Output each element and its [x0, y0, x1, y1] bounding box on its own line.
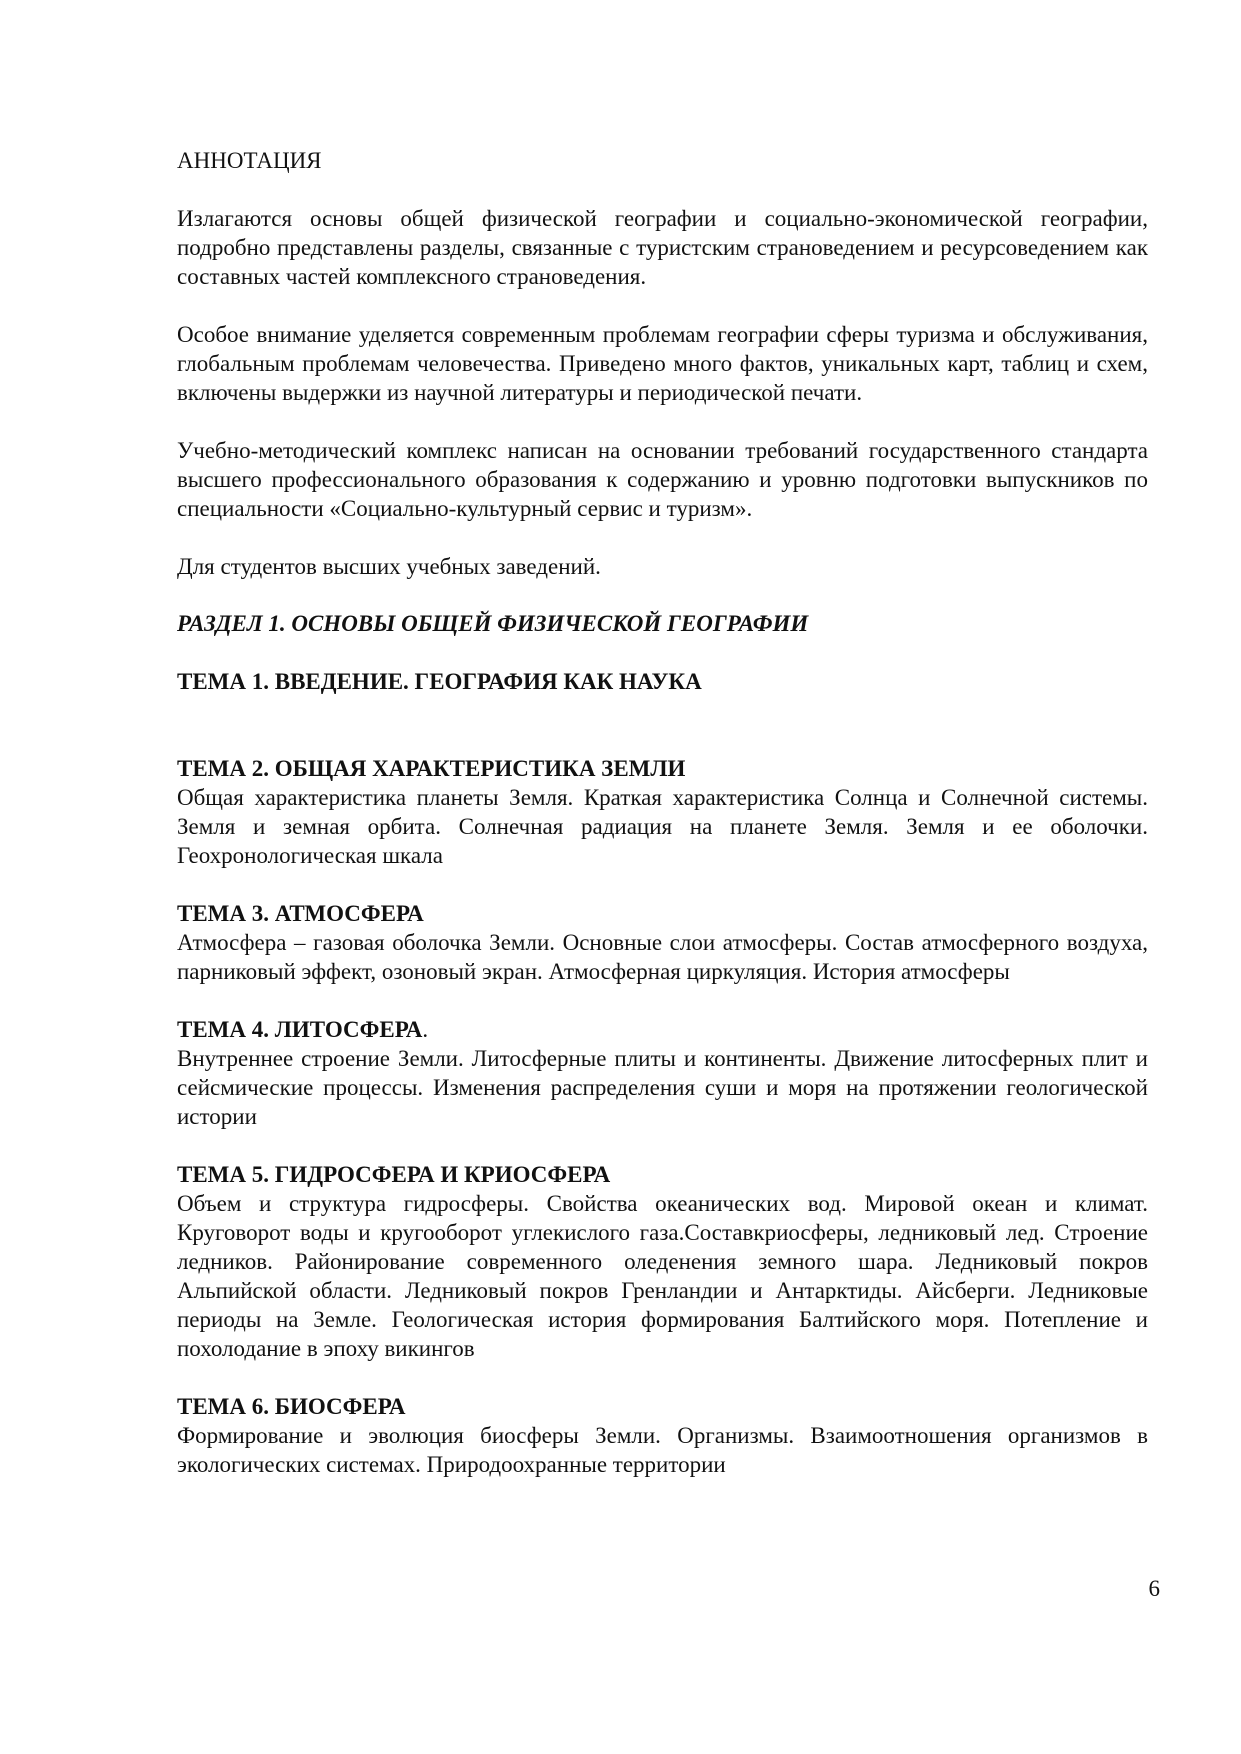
topic-body: Объем и структура гидросферы. Свойства океанических вод. Мировой океан и климат. Круговорот воды и кругооборот углекислого газа.Составкриосферы, ледниковый лед. Строение ледников. Районирование современного оледенения земного шара. Ледниковый покров Альпийской области. Ледниковый покров Гренландии и Антарктиды. Айсберги. Ледниковые периоды на Земле. Геологическая история формирования Балтийского моря. Потепление и похолодание в эпоху викингов [177, 1191, 1148, 1361]
topic-block [177, 1015, 1148, 1131]
topic-title [177, 1015, 1148, 1044]
topic-block [177, 899, 1148, 986]
topic-title-text: ТЕМА 5. ГИДРОСФЕРА И КРИОСФЕРА [177, 1162, 611, 1187]
topic-block [177, 1392, 1148, 1479]
topic-title-text: ТЕМА 6. БИОСФЕРА [177, 1394, 406, 1419]
topic-title [177, 1160, 1148, 1189]
page-content [177, 146, 1148, 1508]
annotation-paragraph: Излагаются основы общей физической географии и социально-экономической географии, подробно представлены разделы, связанные с туристским страноведением и ресурсоведением как составных частей комплексного страноведения. [177, 206, 1148, 289]
topic-block [177, 667, 1148, 696]
topic-title [177, 1392, 1148, 1421]
annotation-title: АННОТАЦИЯ [177, 148, 322, 173]
topic-block [177, 1160, 1148, 1363]
topic-body: Атмосфера – газовая оболочка Земли. Основные слои атмосферы. Состав атмосферного воздуха, парниковый эффект, озоновый экран. Атмосферная циркуляция. История атмосферы [177, 930, 1148, 984]
page-number: 6 [1148, 1576, 1160, 1601]
topic-title-text: ТЕМА 4. ЛИТОСФЕРА [177, 1017, 423, 1042]
topic-title [177, 899, 1148, 928]
topic-body: Формирование и эволюция биосферы Земли. Организмы. Взаимоотношения организмов в экологических системах. Природоохранные территории [177, 1423, 1148, 1477]
topic-title-text: ТЕМА 1. ВВЕДЕНИЕ. ГЕОГРАФИЯ КАК НАУКА [177, 669, 702, 694]
topic-body: Внутреннее строение Земли. Литосферные плиты и континенты. Движение литосферных плит и сейсмические процессы. Изменения распределения суши и моря на протяжении геологической истории [177, 1046, 1148, 1129]
annotation-paragraph: Учебно-методический комплекс написан на основании требований государственного стандарта высшего профессионального образования к содержанию и уровню подготовки выпускников по специальности «Социально-культурный сервис и туризм». [177, 438, 1148, 521]
topic-block [177, 754, 1148, 870]
topic-title [177, 754, 1148, 783]
topic-title-text: ТЕМА 3. АТМОСФЕРА [177, 901, 424, 926]
topic-title-text: ТЕМА 2. ОБЩАЯ ХАРАКТЕРИСТИКА ЗЕМЛИ [177, 756, 686, 781]
topic-title [177, 667, 1148, 696]
annotation-paragraph: Для студентов высших учебных заведений. [177, 554, 601, 579]
topic-body: Общая характеристика планеты Земля. Краткая характеристика Солнца и Солнечной системы. Земля и земная орбита. Солнечная радиация на планете Земля. Земля и ее оболочки. Геохронологическая шкала [177, 785, 1148, 868]
topic-title-tail: . [422, 1017, 429, 1042]
annotation-paragraph: Особое внимание уделяется современным проблемам географии сферы туризма и обслуживания, глобальным проблемам человечества. Приведено много фактов, уникальных карт, таблиц и схем, включены выдержки из научной литературы и периодической печати. [177, 322, 1148, 405]
section-title: РАЗДЕЛ 1. ОСНОВЫ ОБЩЕЙ ФИЗИЧЕСКОЙ ГЕОГРАФИИ [177, 611, 809, 636]
